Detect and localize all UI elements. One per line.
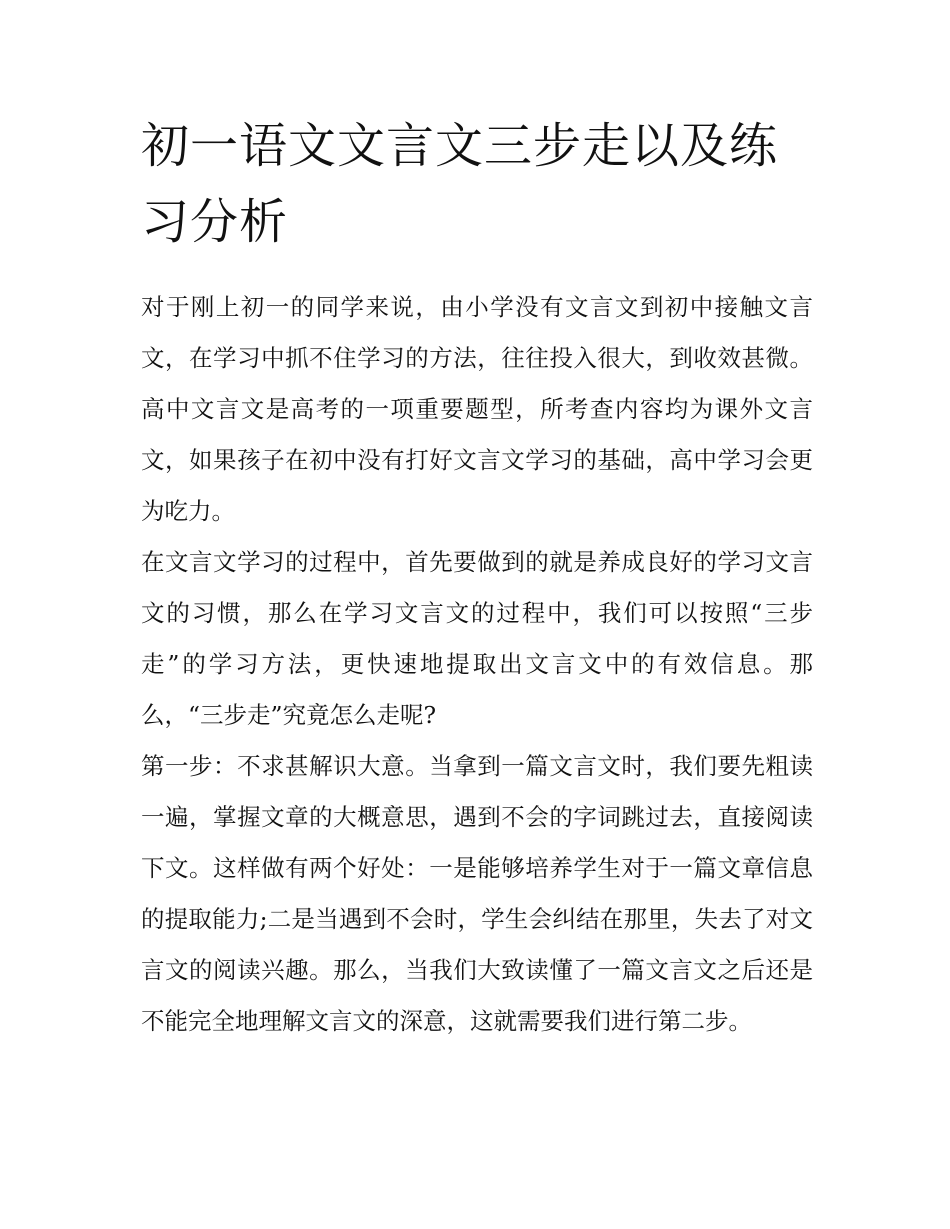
paragraph-intro: 对于刚上初一的同学来说，由小学没有文言文到初中接触文言文，在学习中抓不住学习的方法，往往投入很大，到收效甚微。高中文言文是高考的一项重要题型，所考查内容均为课外文言文，如果孩子在初中没有打好文言文学习的基础，高中学习会更为吃力。 <box>141 293 813 525</box>
paragraph-step-one: 第一步：不求甚解识大意。当拿到一篇文言文时，我们要先粗读一遍，掌握文章的大概意思，遇到不会的字词跳过去，直接阅读下文。这样做有两个好处：一是能够培养学生对于一篇文章信息的提取能力;二是当遇到不会时，学生会纠结在那里，失去了对文言文的阅读兴趣。那么，当我们大致读懂了一篇文言文之后还是不能完全地理解文言文的深意，这就需要我们进行第二步。 <box>141 752 813 1035</box>
document-page <box>141 108 813 1047</box>
document-body <box>141 282 813 1047</box>
paragraph-three-steps: 在文言文学习的过程中，首先要做到的就是养成良好的学习文言文的习惯，那么在学习文言文的过程中，我们可以按照“三步走”的学习方法，更快速地提取出文言文中的有效信息。那么，“三步走”究竟怎么走呢? <box>141 548 813 729</box>
document-title: 初一语文文言文三步走以及练习分析 <box>141 118 779 250</box>
